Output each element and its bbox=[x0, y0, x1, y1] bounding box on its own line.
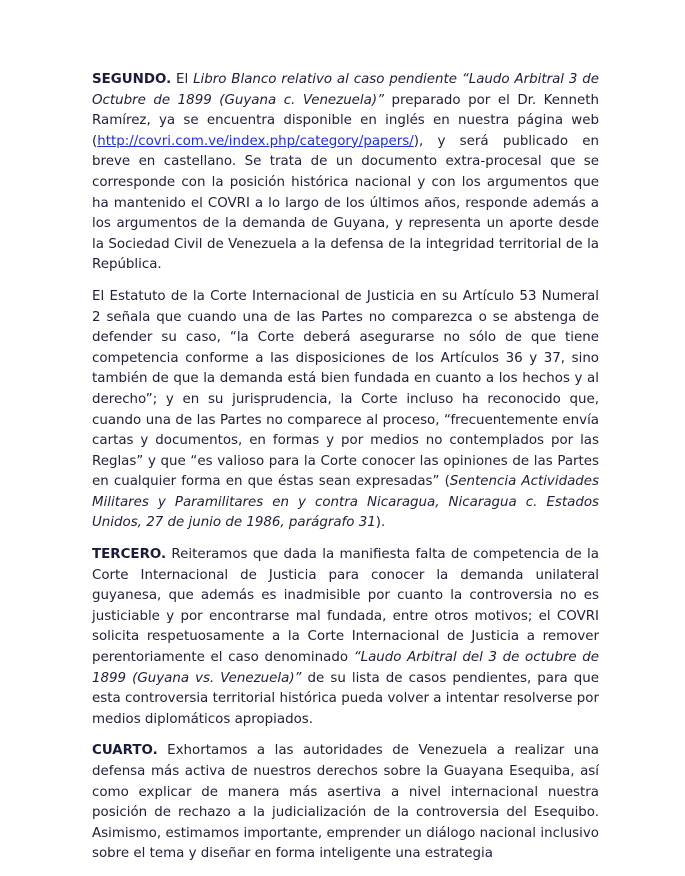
paragraph-text: El bbox=[171, 72, 194, 87]
citation-italic: Sentencia Actividades Militares y Paramilitares en y contra Nicaragua, Nicaragua c. Estados Unidos, 27 de junio de 1986, parágrafo 31 bbox=[92, 474, 599, 531]
section-heading-cuarto: CUARTO. bbox=[92, 743, 158, 759]
paragraph-text: de su lista de casos pendientes, para que esta controversia territorial histórica pueda volver a intentar resolverse por medios diplomáticos apropiados. bbox=[92, 670, 599, 727]
paragraph-tercero bbox=[92, 545, 599, 730]
paragraph-text: Exhortamos a las autoridades de Venezuela a realizar una defensa más activa de nuestros derechos sobre la Guayana Esequiba, así como explicar de manera más asertiva a nivel internacional nuestra posición de rechazo a la judicialización de la controversia del Esequibo. Asimismo, estimamos importante, emprender un diálogo nacional inclusivo sobre el tema y diseñar en forma inteligente una estrategia bbox=[92, 743, 599, 862]
paragraph-text: El Estatuto de la Corte Internacional de Justicia en su Artículo 53 Numeral 2 señala que cuando una de las Partes no comparezca o se abstenga de defender su caso, “la Corte deberá asegurarse no sólo de que tiene competencia conforme a las disposiciones de los Artículos 36 y 37, sino también de que la demanda está bien fundada en cuanto a los hechos y al derecho”; y en su jurisprudencia, la Corte incluso ha reconocido que, cuando una de las Partes no comparece al proceso, “frecuentemente envía cartas y documentos, en formas y por medios no contemplados por las Reglas” y que “es valioso para la Corte conocer las opiniones de las Partes en cualquier forma en que éstas sean expresadas” ( bbox=[92, 288, 599, 490]
section-heading-segundo: SEGUNDO. bbox=[92, 72, 172, 87]
section-heading-tercero: TERCERO. bbox=[92, 547, 167, 563]
paragraph-segundo bbox=[92, 70, 599, 276]
book-title-italic: Libro Blanco relativo al caso pendiente “Laudo Arbitral 3 de Octubre de 1899 (Guyana c. Venezuela)” bbox=[92, 72, 599, 108]
paragraph-estatuto bbox=[92, 287, 599, 534]
covri-papers-link[interactable]: http://covri.com.ve/index.php/category/papers/ bbox=[97, 133, 414, 149]
paragraph-text: ). bbox=[375, 515, 386, 531]
document-page bbox=[92, 70, 599, 876]
paragraph-text: ), y será publicado en breve en castellano. Se trata de un documento extra-procesal que se corresponde con la posición histórica nacional y con los argumentos que ha mantenido el COVRI a lo largo de los últimos años, responde además a los argumentos de la demanda de Guyana, y representa un aporte desde la Sociedad Civil de Venezuela a la defensa de la integridad territorial de la República. bbox=[92, 133, 599, 273]
paragraph-text: Reiteramos que dada la manifiesta falta de competencia de la Corte Internacional de Justicia para conocer la demanda unilateral guyanesa, que además es inadmisible por cuanto la controversia no es justiciable y por encontrarse mal fundada, entre otros motivos; el COVRI solicita respetuosamente a la Corte Internacional de Justicia a remover perentoriamente el caso denominado bbox=[92, 547, 599, 666]
case-name-italic: “Laudo Arbitral del 3 de octubre de 1899 (Guyana vs. Venezuela)” bbox=[92, 650, 599, 686]
paragraph-cuarto bbox=[92, 741, 599, 865]
paragraph-text: preparado por el Dr. Kenneth Ramírez, ya se encuentra disponible en inglés en nuestra página web ( bbox=[92, 92, 599, 149]
